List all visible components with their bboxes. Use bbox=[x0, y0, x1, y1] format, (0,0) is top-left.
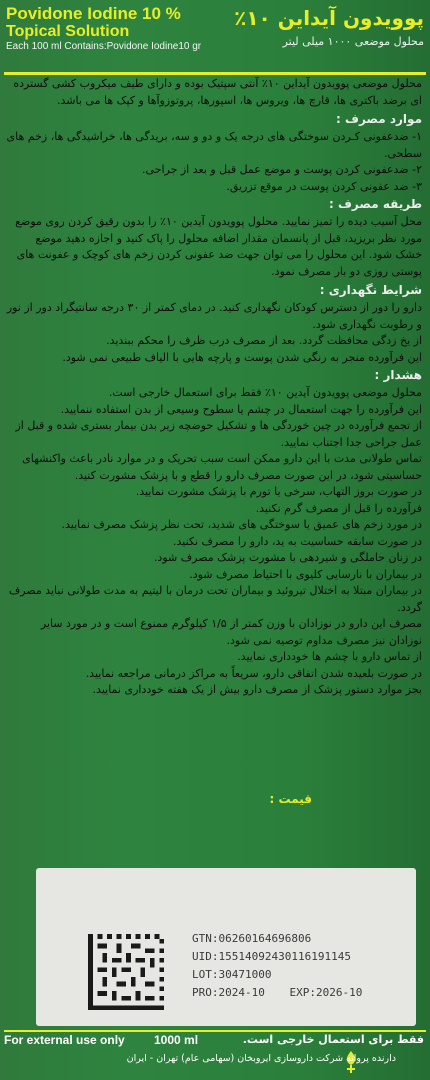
list-item: از تجمع فرآورده در چین خوردگی ها و تشکیل حوضچه زیر بدن بیمار بستری شده و قبل از عمل جراحی جدا اجتناب نمایید. bbox=[15, 419, 422, 449]
list-item: این فرآورده منجر به رنگی شدن پوست و پارچه هایی با الیاف طبیعی نمی شود. bbox=[62, 350, 422, 364]
list-item: در بیماران مبتلا به اختلال تیروئید و بیماران تحت درمان با لیتیم به مدت طولانی نباید مصرف گردد. bbox=[8, 584, 422, 614]
list-item: تماس طولانی مدت با این دارو ممکن است سبب تحریک و در موارد نادر باعث واکنشهای حساسیتی شود، در این صورت مصرف دارو را قطع و با پزشک مشورت کنید. bbox=[22, 452, 422, 482]
list-item: ۲- ضدعفونی کردن پوست و موضع عمل قبل و بعد از جراحی. bbox=[141, 163, 422, 176]
storage-heading: شرایط نگهداری : bbox=[319, 283, 422, 297]
header-english bbox=[6, 4, 211, 53]
batch-label bbox=[36, 868, 416, 1026]
footer-divider bbox=[4, 1030, 426, 1032]
list-item: این فرآورده را جهت استعمال در چشم یا سطوح وسیعی از بدن استفاده ننمایید. bbox=[60, 402, 422, 416]
intro-text: محلول موضعی پوویدون آیداین ۱۰٪ آنتی سپتیک بوده و دارای طیف میکروب کشی گسترده ای برضد باکتری ها، قارچ ها، ویروس ها، اسپورها، پروتوزوآها و کپک ها می باشد. bbox=[13, 77, 422, 107]
list-item: ۳- ضد عفونی کردن پوست در موقع تزریق. bbox=[226, 179, 422, 193]
product-title-fa: پوویدون آیداین ۱۰٪ bbox=[234, 6, 424, 30]
uid-code: UID:15514092430116191145 bbox=[192, 950, 351, 963]
method-text: محل آسیب دیده را تمیز نمایید. محلول پوویدون آیدین ۱۰٪ را بدون رقیق کردن روی موضع مورد نظر بریزید، قبل از پانسمان مقدار اضافه محلول را پاک کنید و اجازه دهید موضع خشک شود. این محلول را می توان جهت ضد عفونی کردن زخم های کوچک و عفونت های پوستی روزی دو بار مصرف نمود. bbox=[15, 215, 422, 278]
warnings-heading: هشدار : bbox=[374, 368, 422, 382]
external-use-en: For external use only bbox=[4, 1033, 125, 1047]
lot-code: LOT:30471000 bbox=[192, 968, 272, 981]
list-item: فرآورده را قبل از مصرف گرم نکنید. bbox=[255, 501, 422, 515]
uses-heading: موارد مصرف : bbox=[336, 112, 422, 126]
dates-row bbox=[192, 984, 416, 1002]
product-subtitle-en: Topical Solution bbox=[6, 23, 130, 40]
product-title-en: Povidone Iodine 10 % bbox=[6, 4, 181, 23]
external-use-fa: فقط برای استعمال خارجی است. bbox=[242, 1033, 424, 1046]
expiry-date: EXP:2026-10 bbox=[289, 986, 363, 999]
volume-en: 1000 ml bbox=[154, 1033, 199, 1047]
list-item: از یخ زدگی محافظت گردد. بعد از مصرف درب ظرف را محکم ببندید. bbox=[106, 334, 422, 347]
header-persian bbox=[219, 4, 424, 50]
license-holder-fa: دارنده پروانه شرکت داروسازی ایروبخان (سهامی عام) تهران - ایران bbox=[126, 1053, 396, 1064]
list-item: محلول موضعی پوویدون آیدین ۱۰٪ فقط برای استعمال خارجی است. bbox=[108, 386, 422, 399]
list-item: بجز موارد دستور پزشک از مصرف دارو بیش از یک هفته خودداری نمایید. bbox=[92, 683, 422, 696]
gtn-code: GTN:06260164696806 bbox=[192, 932, 312, 945]
batch-codes bbox=[192, 930, 416, 1002]
list-item: در صورت سابقه حساسیت به ید، دارو را مصرف نکنید. bbox=[172, 534, 422, 548]
list-item: از تماس دارو با چشم ها خودداری نمایید. bbox=[237, 650, 422, 663]
product-subtitle-fa: محلول موضعی ۱۰۰۰ میلی لیتر bbox=[282, 35, 424, 48]
list-item: در بیماران با نارسایی کلیوی با احتیاط مصرف شود. bbox=[189, 567, 422, 581]
list-item: در مورد زخم های عمیق یا سوختگی های شدید، تحت نظر پزشک مصرف نمایید. bbox=[61, 518, 422, 531]
composition-en: Each 100 ml Contains:Povidone Iodine10 gr bbox=[6, 41, 202, 52]
leaflet-body bbox=[6, 76, 422, 780]
list-item: در زنان حاملگی و شیردهی با مشورت پزشک مصرف شود. bbox=[153, 551, 422, 564]
price-label: قیمت : bbox=[269, 792, 312, 806]
list-item: ۱- ضدعفونی کـردن سوختگی های درجه یک و دو و سه، بریدگی ها، خراشیدگی ها، زخم های سطحی. bbox=[6, 130, 422, 160]
production-date: PRO:2024-10 bbox=[192, 986, 265, 999]
list-item: مصرف این دارو در نوزادان با وزن کمتر از ۱/۵ کیلوگرم ممنوع است و در مورد سایر نوزادان نیز مصرف مداوم توصیه نمی شود. bbox=[40, 617, 422, 647]
list-item: دارو را دور از دسترس کودکان نگهداری کنید. در دمای کمتر از ۳۰ درجه سانتیگراد دور از نور و رطوبت نگهداری شود. bbox=[6, 301, 422, 331]
list-item: در صورت بلعیده شدن اتفاقی دارو، سریعاً به مراکز درمانی مراجعه نمایید. bbox=[85, 666, 422, 680]
header-divider bbox=[4, 72, 426, 75]
datamatrix-code-icon bbox=[88, 934, 164, 1010]
method-heading: طریقه مصرف : bbox=[329, 197, 422, 211]
list-item: در صورت بروز التهاب، سرخی یا تورم با پزشک مشورت نمایید. bbox=[135, 485, 422, 498]
